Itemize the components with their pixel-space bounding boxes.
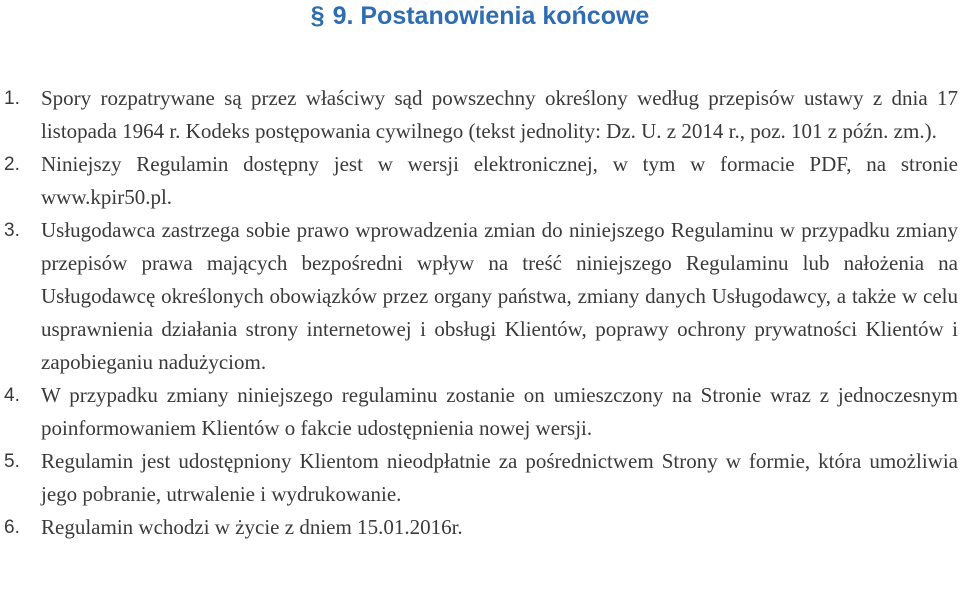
provisions-list — [0, 82, 958, 544]
list-item — [0, 214, 958, 379]
item-number: 2. — [4, 154, 20, 175]
list-item — [0, 148, 958, 214]
section-symbol: § — [310, 2, 325, 30]
list-item — [0, 379, 958, 445]
item-text: W przypadku zmiany niniejszego regulaminu zostanie on umieszczony na Stronie wraz z jednoczesnym poinformowaniem Klientów o fakcie udostępnienia nowej wersji. — [41, 383, 958, 440]
item-text: Usługodawca zastrzega sobie prawo wprowadzenia zmian do niniejszego Regulaminu w przypadku zmiany przepisów prawa mających bezpośredni wpływ na treść niniejszego Regulaminu lub nałożenia na Usługodawcę określonych obowiązków przez organy państwa, zmiany danych Usługodawcy, a także w celu usprawnienia działania strony internetowej i obsługi Klientów, poprawy ochrony prywatności Klientów i zapobieganiu nadużyciom. — [41, 218, 958, 374]
item-text: Spory rozpatrywane są przez właściwy sąd powszechny określony według przepisów ustawy z dnia 17 listopada 1964 r. Kodeks postępowania cywilnego (tekst jednolity: Dz. U. z 2014 r., poz. 101 z późn. zm.). — [41, 86, 958, 143]
item-number: 3. — [4, 220, 20, 241]
item-number: 4. — [4, 385, 20, 406]
item-number: 1. — [4, 88, 20, 109]
list-item — [0, 511, 958, 544]
section-title: 9. Postanowienia końcowe — [332, 2, 650, 30]
section-heading — [0, 0, 960, 32]
item-text: Regulamin wchodzi w życie z dniem 15.01.2016r. — [41, 515, 463, 539]
item-text: Niniejszy Regulamin dostępny jest w wersji elektronicznej, w tym w formacie PDF, na stronie www.kpir50.pl. — [41, 152, 958, 209]
item-number: 5. — [4, 451, 20, 472]
list-item — [0, 82, 958, 148]
list-item — [0, 445, 958, 511]
item-number: 6. — [4, 517, 20, 538]
item-text: Regulamin jest udostępniony Klientom nieodpłatnie za pośrednictwem Strony w formie, która umożliwia jego pobranie, utrwalenie i wydrukowanie. — [41, 449, 958, 506]
